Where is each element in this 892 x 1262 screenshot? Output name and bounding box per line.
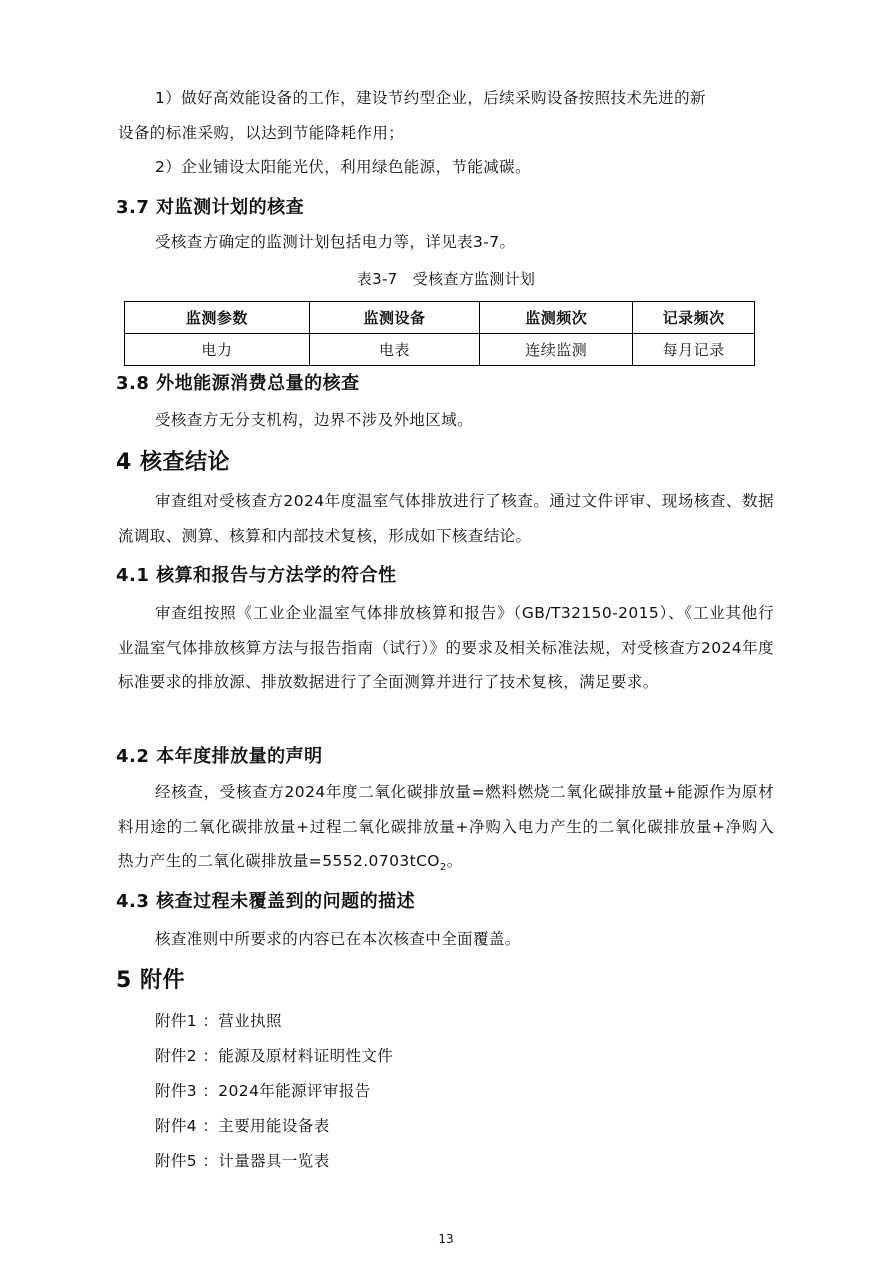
intro-item1-line1: 1）做好高效能设备的工作，建设节约型企业，后续采购设备按照技术先进的新 <box>155 89 706 107</box>
section-5-title: 5 附件 <box>116 968 185 993</box>
table-cell: 电力 <box>125 334 310 366</box>
section-4-title: 4 核查结论 <box>116 450 230 475</box>
intro-item2: 2）企业铺设太阳能光伏，利用绿色能源，节能减碳。 <box>155 158 531 176</box>
section-3-8-text: 受核查方无分支机构，边界不涉及外地区域。 <box>155 411 474 429</box>
table-header-row <box>125 302 755 334</box>
section-4-2-text <box>118 775 774 886</box>
page-number: 13 <box>438 1232 454 1246</box>
monitoring-plan-table <box>124 301 755 366</box>
attachment-item: 附件3 ：2024年能源评审报告 <box>155 1082 371 1100</box>
section-3-7-title: 3.7 对监测计划的核查 <box>116 197 305 218</box>
table-header-cell: 监测频次 <box>480 302 633 334</box>
attachment-item: 附件2 ：能源及原材料证明性文件 <box>155 1047 394 1065</box>
section-4-1-text: 审查组按照《工业企业温室气体排放核算和报告》（GB/T32150-2015）、《工业其他行业温室气体排放核算方法与报告指南（试行）》的要求及相关标准法规，对受核查方2024年度标准要求的排放源、排放数据进行了全面测算并进行了技术复核，满足要求。 <box>118 604 774 691</box>
section-3-7-text: 受核查方确定的监测计划包括电力等，详见表3-7。 <box>155 233 516 251</box>
section-4-text: 审查组对受核查方2024年度温室气体排放进行了核查。通过文件评审、现场核查、数据流调取、测算、核算和内部技术复核，形成如下核查结论。 <box>118 492 774 545</box>
section-4-2-title: 4.2 本年度排放量的声明 <box>116 746 323 767</box>
intro-item1-line2: 设备的标准采购，以达到节能降耗作用； <box>118 124 405 142</box>
table-cell: 连续监测 <box>480 334 633 366</box>
attachment-item: 附件1 ：营业执照 <box>155 1012 282 1030</box>
co2-subscript: 2 <box>439 862 447 874</box>
section-4-3-title: 4.3 核查过程未覆盖到的问题的描述 <box>116 891 416 912</box>
statement-end: 。 <box>446 852 463 870</box>
attachment-item: 附件4 ：主要用能设备表 <box>155 1117 330 1135</box>
table-caption: 表3-7 受核查方监测计划 <box>356 270 536 288</box>
table-header-cell: 监测参数 <box>125 302 310 334</box>
emission-statement: 经核查，受核查方2024年度二氧化碳排放量=燃料燃烧二氧化碳排放量+能源作为原材料用途的二氧化碳排放量+过程二氧化碳排放量+净购入电力产生的二氧化碳排放量+净购入热力产生的二氧化碳排放量=5552.0703tCO <box>118 783 774 870</box>
table-header-cell: 监测设备 <box>309 302 480 334</box>
attachment-item: 附件5 ：计量器具一览表 <box>155 1152 330 1170</box>
table-cell: 电表 <box>309 334 480 366</box>
table-row <box>125 334 755 366</box>
section-4-3-text: 核查准则中所要求的内容已在本次核查中全面覆盖。 <box>155 930 521 948</box>
table-header-cell: 记录频次 <box>633 302 755 334</box>
table-cell: 每月记录 <box>633 334 755 366</box>
section-4-1-title: 4.1 核算和报告与方法学的符合性 <box>116 565 397 586</box>
section-3-8-title: 3.8 外地能源消费总量的核查 <box>116 373 360 394</box>
